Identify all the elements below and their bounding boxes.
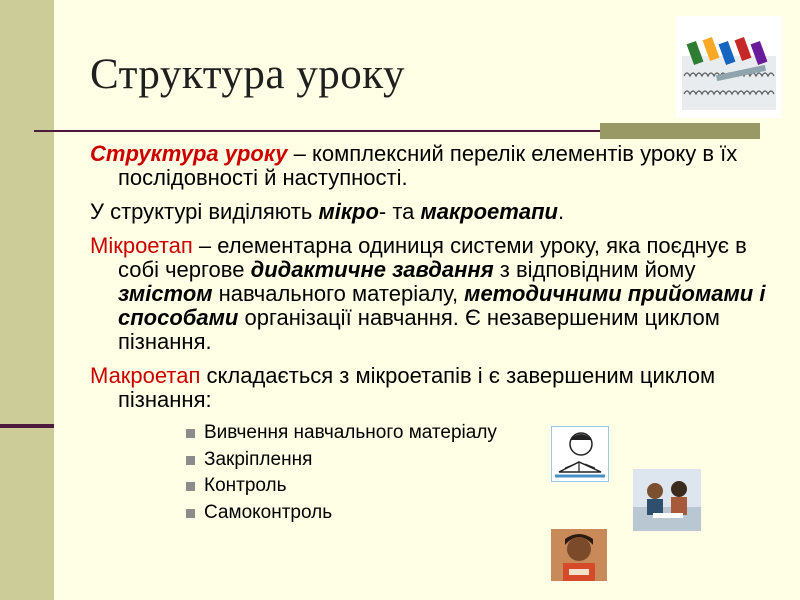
emphasis-macro: макроетапи (420, 199, 558, 224)
text-segment: організації навчання. Є незавершеним циклом пізнання. (118, 305, 720, 354)
text-segment: – елементарна одиниця системи уроку, яка поєднує в собі чергове (118, 233, 747, 282)
left-decorative-band (0, 0, 54, 600)
text-segment: з відповідним йому (493, 257, 696, 282)
text-segment: навчального матеріалу, (212, 281, 465, 306)
text-segment: . (557, 199, 565, 224)
definition-text: – комплексний перелік елементів уроку в їх послідовності й наступності. (118, 141, 738, 190)
emphasis-micro: мікро (318, 199, 379, 224)
term-macrostage: Макроетап (90, 363, 201, 388)
square-bullet-icon (186, 509, 195, 518)
term-microstage: Мікроетап (90, 233, 193, 258)
list-item-text: Вивчення навчального матеріалу (204, 422, 497, 443)
square-bullet-icon (186, 429, 195, 438)
pencils-image (676, 16, 782, 118)
slide-title: Структура уроку (90, 51, 406, 98)
text-segment: - та (378, 199, 421, 224)
student-photo (551, 529, 607, 581)
text-segment: складається з мікроетапів і є завершеним циклом пізнання: (118, 363, 716, 412)
definition-structure (90, 142, 770, 190)
definition-macrostage (90, 364, 770, 412)
emphasis-methods: методичними прийомами і способами (118, 281, 766, 330)
reading-student-clipart (551, 426, 609, 482)
emphasis-content: змістом (118, 281, 213, 306)
list-item-text: Самоконтроль (204, 501, 333, 523)
term-structure: Структура уроку (90, 141, 288, 166)
paragraph-stages (90, 200, 770, 224)
students-photo (633, 469, 701, 531)
emphasis-didactic-task: дидактичне завдання (250, 257, 494, 282)
list-item (186, 420, 770, 447)
title-divider (34, 130, 600, 132)
left-band-accent (0, 424, 54, 428)
list-item-text: Контроль (204, 475, 287, 496)
square-bullet-icon (186, 482, 195, 491)
square-bullet-icon (186, 456, 195, 465)
definition-microstage (90, 234, 770, 354)
list-item-text: Закріплення (204, 448, 313, 470)
divider-accent-box (600, 123, 760, 139)
text-segment: У структурі виділяють (90, 199, 319, 224)
